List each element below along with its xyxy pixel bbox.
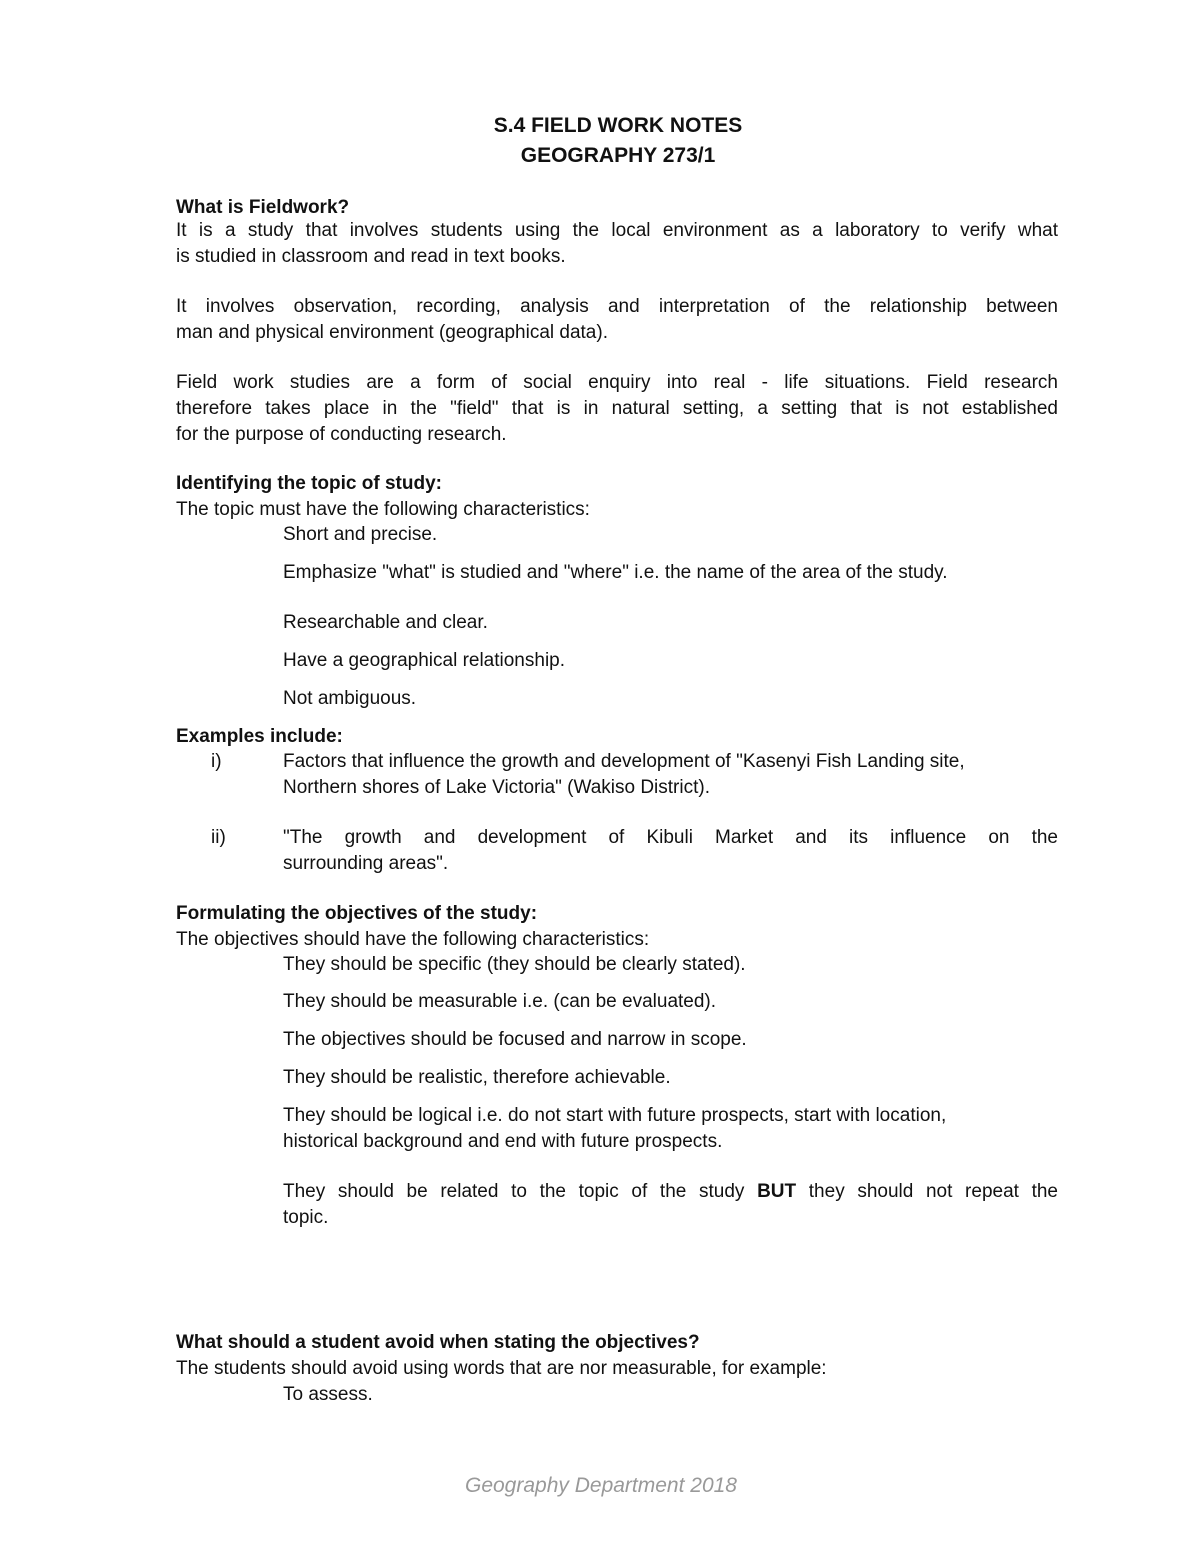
list-item: Not ambiguous. [283,688,417,709]
heading-examples: Examples include: [176,726,343,747]
list-item: Researchable and clear. [283,612,488,633]
heading-avoid: What should a student avoid when stating the objectives? [176,1332,700,1353]
paragraph-line: The students should avoid using words that are nor measurable, for example: [176,1358,827,1379]
heading-objectives: Formulating the objectives of the study: [176,903,538,924]
paragraph-line: man and physical environment (geographical data). [176,322,608,343]
heading-what-is-fieldwork: What is Fieldwork? [176,197,350,218]
example-line: "The growth and development of Kibuli Market and its influence on the [283,827,1058,848]
list-item-continued: historical background and end with future prospects. [283,1131,723,1152]
paragraph-line: Field work studies are a form of social enquiry into real - life situations. Field research [176,372,1058,393]
example-marker: i) [211,751,222,772]
list-item: To assess. [283,1384,373,1405]
paragraph-line: therefore takes place in the "field" that is in natural setting, a setting that is not established [176,398,1058,419]
list-item: They should be specific (they should be clearly stated). [283,954,746,975]
example-line: Factors that influence the growth and development of "Kasenyi Fish Landing site, [283,751,965,772]
list-item: They should be measurable i.e. (can be evaluated). [283,991,717,1012]
document-subtitle: GEOGRAPHY 273/1 [520,144,716,167]
example-marker: ii) [211,827,226,848]
list-item: They should be realistic, therefore achievable. [283,1067,671,1088]
list-item: Have a geographical relationship. [283,650,566,671]
list-text: they should not repeat the [796,1181,1058,1202]
paragraph-line: The objectives should have the following characteristics: [176,929,650,950]
paragraph-line: is studied in classroom and read in text books. [176,246,566,267]
paragraph-line: It is a study that involves students using the local environment as a laboratory to verify what [176,220,1058,241]
paragraph-line: for the purpose of conducting research. [176,424,507,445]
document-title: S.4 FIELD WORK NOTES [493,114,743,137]
paragraph-line: The topic must have the following characteristics: [176,499,590,520]
list-item [283,1179,1058,1205]
list-item: Short and precise. [283,524,438,545]
example-line: surrounding areas". [283,853,449,874]
list-item: Emphasize "what" is studied and "where" i.e. the name of the area of the study. [283,562,948,583]
list-item: The objectives should be focused and narrow in scope. [283,1029,747,1050]
page-footer: Geography Department 2018 [464,1474,737,1497]
heading-identifying-topic: Identifying the topic of study: [176,473,442,494]
emphasis-text: BUT [757,1181,797,1202]
list-item-continued: topic. [283,1207,329,1228]
paragraph-line: It involves observation, recording, analysis and interpretation of the relationship between [176,296,1058,317]
list-text: They should be related to the topic of the study [283,1181,758,1202]
list-item: They should be logical i.e. do not start with future prospects, start with location, [283,1105,947,1126]
example-line: Northern shores of Lake Victoria" (Wakiso District). [283,777,710,798]
